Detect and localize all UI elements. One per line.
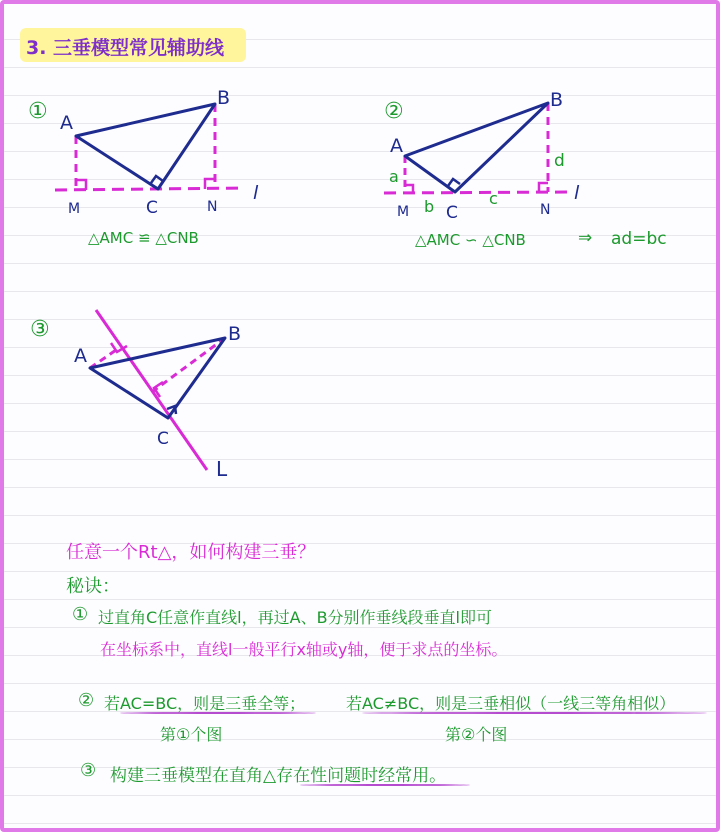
fig1-label-c: C — [146, 198, 158, 218]
figure-3-number: ③ — [30, 317, 50, 342]
fig2-segment-d: d — [554, 151, 565, 171]
figure-3 — [30, 310, 241, 481]
fig1-triangle-abc — [76, 104, 215, 189]
fig2-segment-b: b — [424, 197, 435, 216]
fig3-label-c: C — [157, 429, 169, 449]
tip1-line1: 过直角C任意作直线l，再过A、B分别作垂线段垂直l即可 — [98, 608, 492, 627]
figure-2-number: ② — [384, 99, 404, 124]
tip3-number: ③ — [80, 760, 97, 781]
fig3-line-l — [96, 310, 207, 470]
fig2-segment-a: a — [389, 167, 399, 186]
fig3-label-a: A — [74, 345, 87, 367]
fig2-segment-c: c — [489, 189, 498, 208]
fig1-label-b: B — [217, 87, 231, 109]
fig3-triangle-abc — [90, 338, 225, 418]
tip2-similar-underline — [362, 712, 707, 714]
fig1-label-a: A — [60, 112, 73, 134]
fig2-label-c: C — [446, 203, 458, 223]
fig2-triangle-abc — [405, 103, 548, 192]
fig2-label-n: N — [540, 202, 551, 218]
note-secret-label: 秘诀： — [66, 576, 120, 597]
tip2-similar: 若AC≠BC，则是三垂相似（一线三等角相似） — [346, 694, 676, 713]
fig2-arrow: ⇒ — [578, 228, 593, 248]
figure-2 — [384, 89, 580, 223]
tip1-line2: 在坐标系中，直线l一般平行x轴或y轴，便于求点的坐标。 — [100, 640, 508, 659]
tip2-number: ② — [78, 690, 95, 711]
tip1-number: ① — [72, 604, 89, 625]
tip3-text: 构建三垂模型在直角△存在性问题时经常用。 — [110, 766, 447, 786]
fig3-label-b: B — [228, 323, 242, 345]
tip2-caption-figure2: 第②个图 — [445, 725, 508, 744]
fig2-label-b: B — [550, 89, 564, 111]
fig2-line-l — [384, 192, 568, 193]
tip2-congruent-underline — [120, 712, 316, 714]
fig1-relation: △AMC ≌ △CNB — [88, 229, 199, 247]
page-title: 3. 三垂模型常见辅助线 — [26, 37, 225, 59]
fig2-label-a: A — [390, 135, 403, 157]
fig2-relation: △AMC ∽ △CNB — [415, 231, 526, 249]
fig3-label-l: L — [216, 457, 228, 481]
tip3-underline — [300, 784, 470, 786]
tip2-congruent: 若AC=BC，则是三垂全等； — [104, 694, 306, 713]
figure-1-number: ① — [28, 99, 48, 124]
figure-1 — [28, 87, 259, 218]
fig2-label-m: M — [397, 204, 410, 220]
note-question: 任意一个Rt△，如何构建三垂？ — [66, 542, 316, 563]
fig2-result: ad=bc — [611, 229, 667, 249]
fig2-label-l: l — [574, 182, 580, 204]
fig2-right-angle-c — [448, 179, 460, 186]
fig1-label-n: N — [207, 199, 218, 215]
tip2-caption-figure1: 第①个图 — [160, 725, 223, 744]
fig1-label-m: M — [68, 201, 81, 217]
fig1-label-l: l — [253, 182, 259, 204]
